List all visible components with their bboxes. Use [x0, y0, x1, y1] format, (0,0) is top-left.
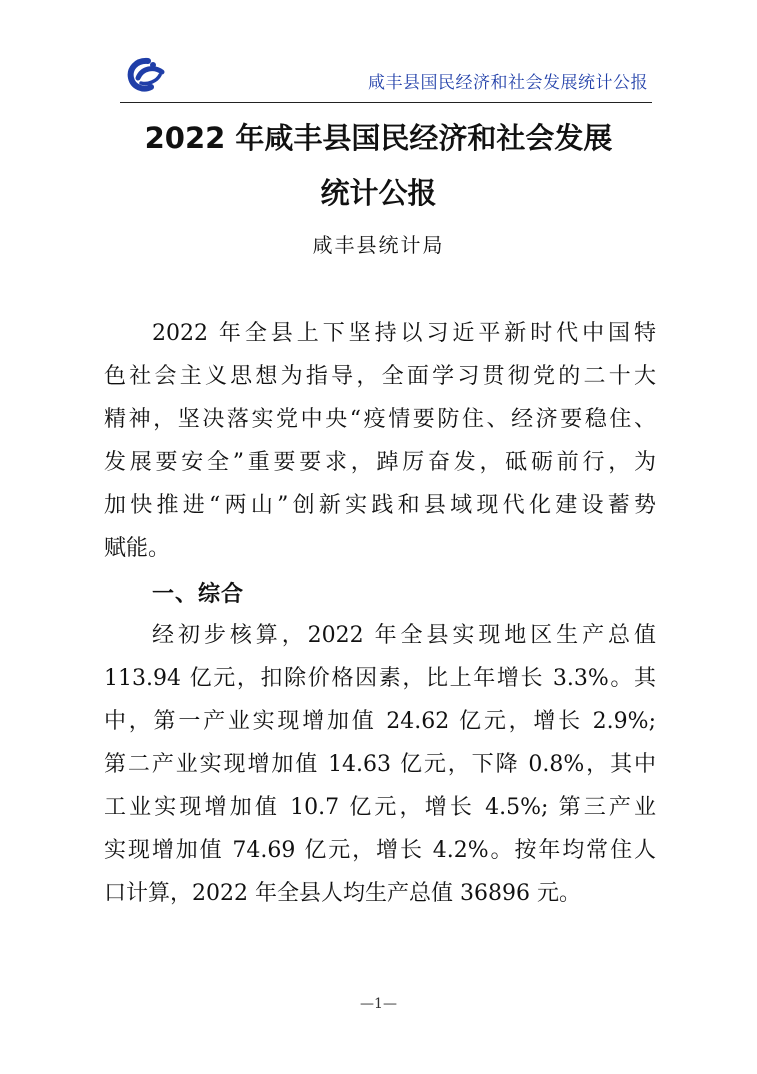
section-paragraph-line: 113.94 亿元，扣除价格因素，比上年增长 3.3%。其: [104, 666, 656, 691]
section-heading: 一、综合: [152, 582, 245, 607]
section-paragraph-line: 经初步核算，2022 年全县实现地区生产总值: [152, 623, 656, 648]
intro-paragraph-line: 赋能。: [104, 536, 171, 561]
author-agency: 咸丰县统计局: [312, 233, 445, 257]
intro-paragraph-line: 加快推进“两山”创新实践和县域现代化建设蓄势: [104, 493, 656, 518]
section-paragraph-line: 工业实现增加值 10.7 亿元，增长 4.5%; 第三产业: [104, 795, 656, 820]
running-title: 咸丰县国民经济和社会发展统计公报: [368, 73, 648, 93]
intro-paragraph-line: 2022 年全县上下坚持以习近平新时代中国特: [152, 321, 656, 346]
intro-paragraph-line: 精神，坚决落实党中央“疫情要防住、经济要稳住、: [104, 407, 656, 432]
statistics-bureau-logo-icon: [124, 56, 168, 96]
document-title-line-2: 统计公报: [320, 176, 437, 210]
page-number: —1—: [360, 996, 397, 1012]
section-paragraph-line: 口计算，2022 年全县人均生产总值 36896 元。: [104, 881, 581, 906]
section-paragraph-line: 中，第一产业实现增加值 24.62 亿元，增长 2.9%;: [104, 709, 656, 734]
intro-paragraph-line: 发展要安全”重要要求，踔厉奋发，砥砺前行，为: [104, 450, 656, 475]
section-paragraph-line: 第二产业实现增加值 14.63 亿元，下降 0.8%，其中: [104, 752, 656, 777]
intro-paragraph-line: 色社会主义思想为指导，全面学习贯彻党的二十大: [104, 364, 656, 389]
running-header: [120, 56, 652, 103]
section-paragraph-line: 实现增加值 74.69 亿元，增长 4.2%。按年均常住人: [104, 838, 656, 863]
document-title-line-1: 2022 年咸丰县国民经济和社会发展: [144, 121, 613, 155]
